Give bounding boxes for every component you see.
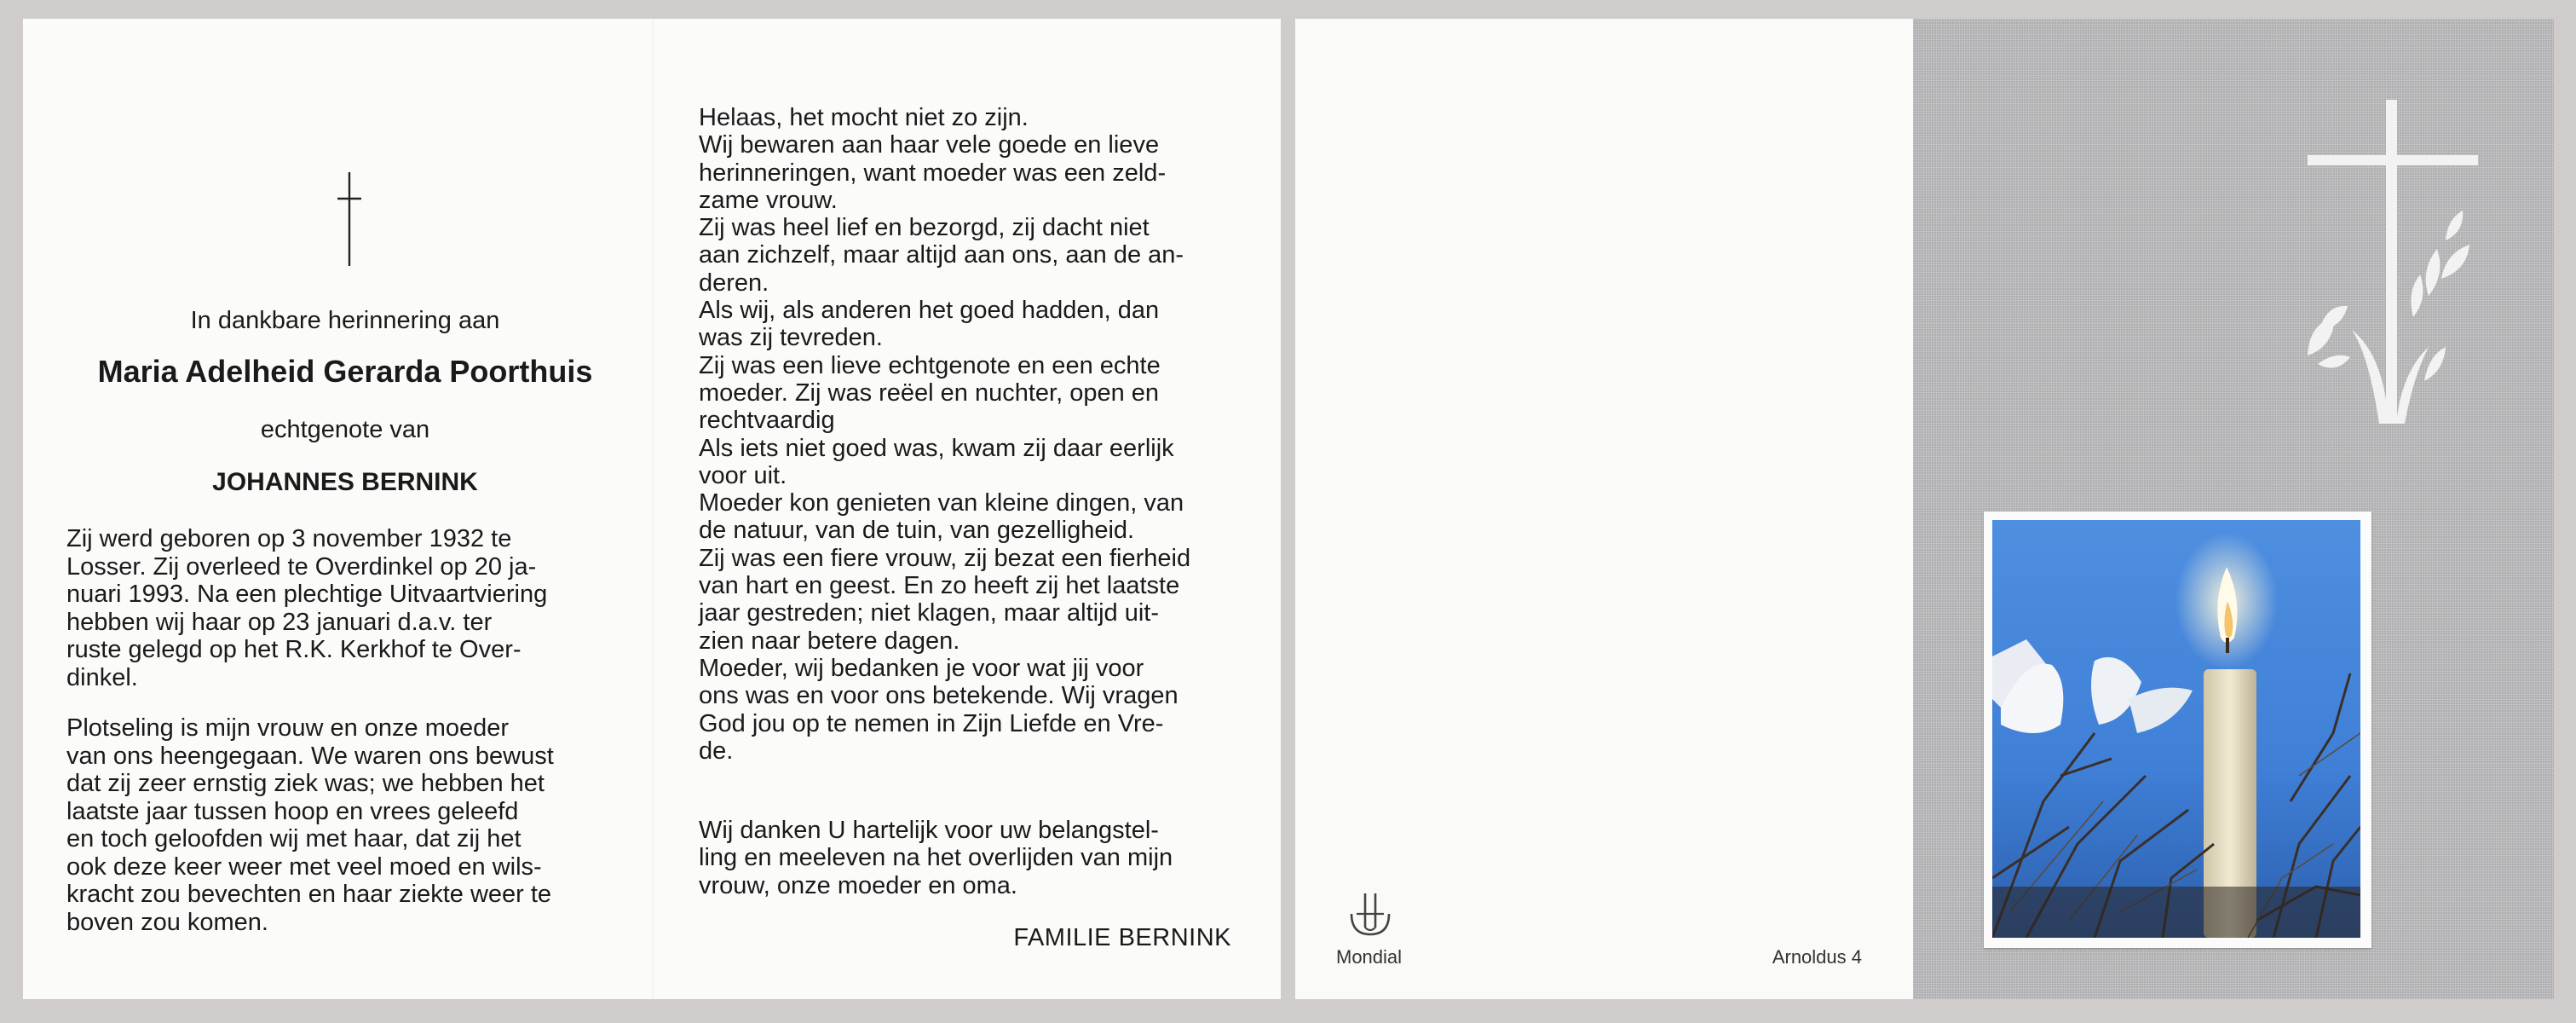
poem-line: zame vrouw.: [699, 186, 838, 214]
spouse-name: JOHANNES BERNINK: [212, 468, 478, 496]
poem-line: Helaas, het mocht niet zo zijn.: [699, 104, 1029, 131]
poem-line: zien naar betere dagen.: [699, 627, 960, 655]
poem-line: Als iets niet goed was, kwam zij daar eerlijk: [699, 434, 1174, 462]
cross-icon: [337, 172, 362, 266]
thanks-paragraph: [699, 817, 1253, 899]
cross-with-wheat-icon: [2301, 100, 2488, 441]
poem-line: de.: [699, 737, 734, 765]
poem-line: herinneringen, want moeder was een zeld-: [699, 159, 1167, 187]
candle-photo-frame: [1984, 512, 2371, 948]
tribute-line: van ons heengegaan. We waren ons bewust: [66, 742, 554, 770]
thanks-line: Wij danken U hartelijk voor uw belangstel-: [699, 817, 1159, 844]
poem-line: voor uit.: [699, 461, 787, 489]
tribute-line: laatste jaar tussen hoop en vrees geleefd: [66, 797, 519, 825]
tribute-line: kracht zou bevechten en haar ziekte weer te: [66, 881, 552, 908]
biography-line: nuari 1993. Na een plechtige Uitvaartviering: [66, 581, 548, 608]
tribute-line: boven zou komen.: [66, 908, 268, 936]
biography-line: dinkel.: [66, 663, 138, 691]
biography-line: Losser. Zij overleed te Overdinkel op 20 ja-: [66, 552, 537, 581]
relation-text: echtgenote van: [260, 416, 430, 443]
poem-line: de natuur, van de tuin, van gezelligheid.: [699, 517, 1135, 545]
poem-line: was zij tevreden.: [699, 324, 883, 352]
fold-line: [652, 19, 654, 999]
card-code: Arnoldus 4: [1772, 946, 1862, 968]
biography-line: hebben wij haar op 23 januari d.a.v. ter: [66, 608, 493, 636]
biography-paragraph: [66, 525, 624, 691]
poem-line: deren.: [699, 269, 769, 297]
tribute-line: en toch geloofden wij met haar, dat zij het: [66, 825, 522, 852]
poem-line: rechtvaardig: [699, 407, 835, 435]
poem-line: Moeder, wij bedanken je voor wat jij voor: [699, 654, 1144, 682]
thanks-line: vrouw, onze moeder en oma.: [699, 871, 1017, 899]
intro-text: In dankbare herinnering aan: [190, 307, 500, 334]
publisher-name: Mondial: [1336, 946, 1403, 968]
poem-line: Zij was heel lief en bezorgd, zij dacht niet: [699, 214, 1150, 242]
inner-spread: [23, 19, 1281, 999]
tribute-line: ook deze keer weer met veel moed en wils-: [66, 852, 542, 881]
poem-line: jaar gestreden; niet klagen, maar altijd uit-: [699, 599, 1160, 627]
poem-line: moeder. Zij was reëel en nuchter, open en: [699, 379, 1160, 407]
poem-line: Zij was een lieve echtgenote en een echte: [699, 351, 1161, 379]
back-page: [1295, 19, 1913, 999]
biography-line: ruste gelegd op het R.K. Kerkhof te Over-: [66, 636, 522, 663]
mondial-logo-icon: [1345, 888, 1396, 941]
family-signature: FAMILIE BERNINK: [1013, 924, 1231, 951]
front-cover: [1913, 19, 2554, 999]
poem-paragraph: [699, 104, 1253, 765]
poem-line: van hart en geest. En zo heeft zij het laatste: [699, 572, 1180, 600]
deceased-name: Maria Adelheid Gerarda Poorthuis: [97, 354, 593, 389]
poem-line: Als wij, als anderen het goed hadden, dan: [699, 297, 1160, 325]
poem-line: ons was en voor ons betekende. Wij vragen: [699, 682, 1179, 710]
thanks-line: ling en meeleven na het overlijden van mijn: [699, 844, 1173, 872]
candle-photo: [1992, 520, 2360, 938]
poem-line: aan zichzelf, maar altijd aan ons, aan de an-: [699, 241, 1184, 269]
tribute-paragraph: [66, 714, 624, 936]
biography-line: Zij werd geboren op 3 november 1932 te: [66, 525, 512, 552]
tribute-line: Plotseling is mijn vrouw en onze moeder: [66, 714, 510, 742]
tribute-line: dat zij zeer ernstig ziek was; we hebben het: [66, 770, 545, 797]
poem-line: Wij bewaren aan haar vele goede en lieve: [699, 131, 1160, 159]
poem-line: Moeder kon genieten van kleine dingen, van: [699, 489, 1184, 517]
poem-line: God jou op te nemen in Zijn Liefde en Vre-: [699, 709, 1164, 737]
poem-line: Zij was een fiere vrouw, zij bezat een fierheid: [699, 544, 1191, 572]
